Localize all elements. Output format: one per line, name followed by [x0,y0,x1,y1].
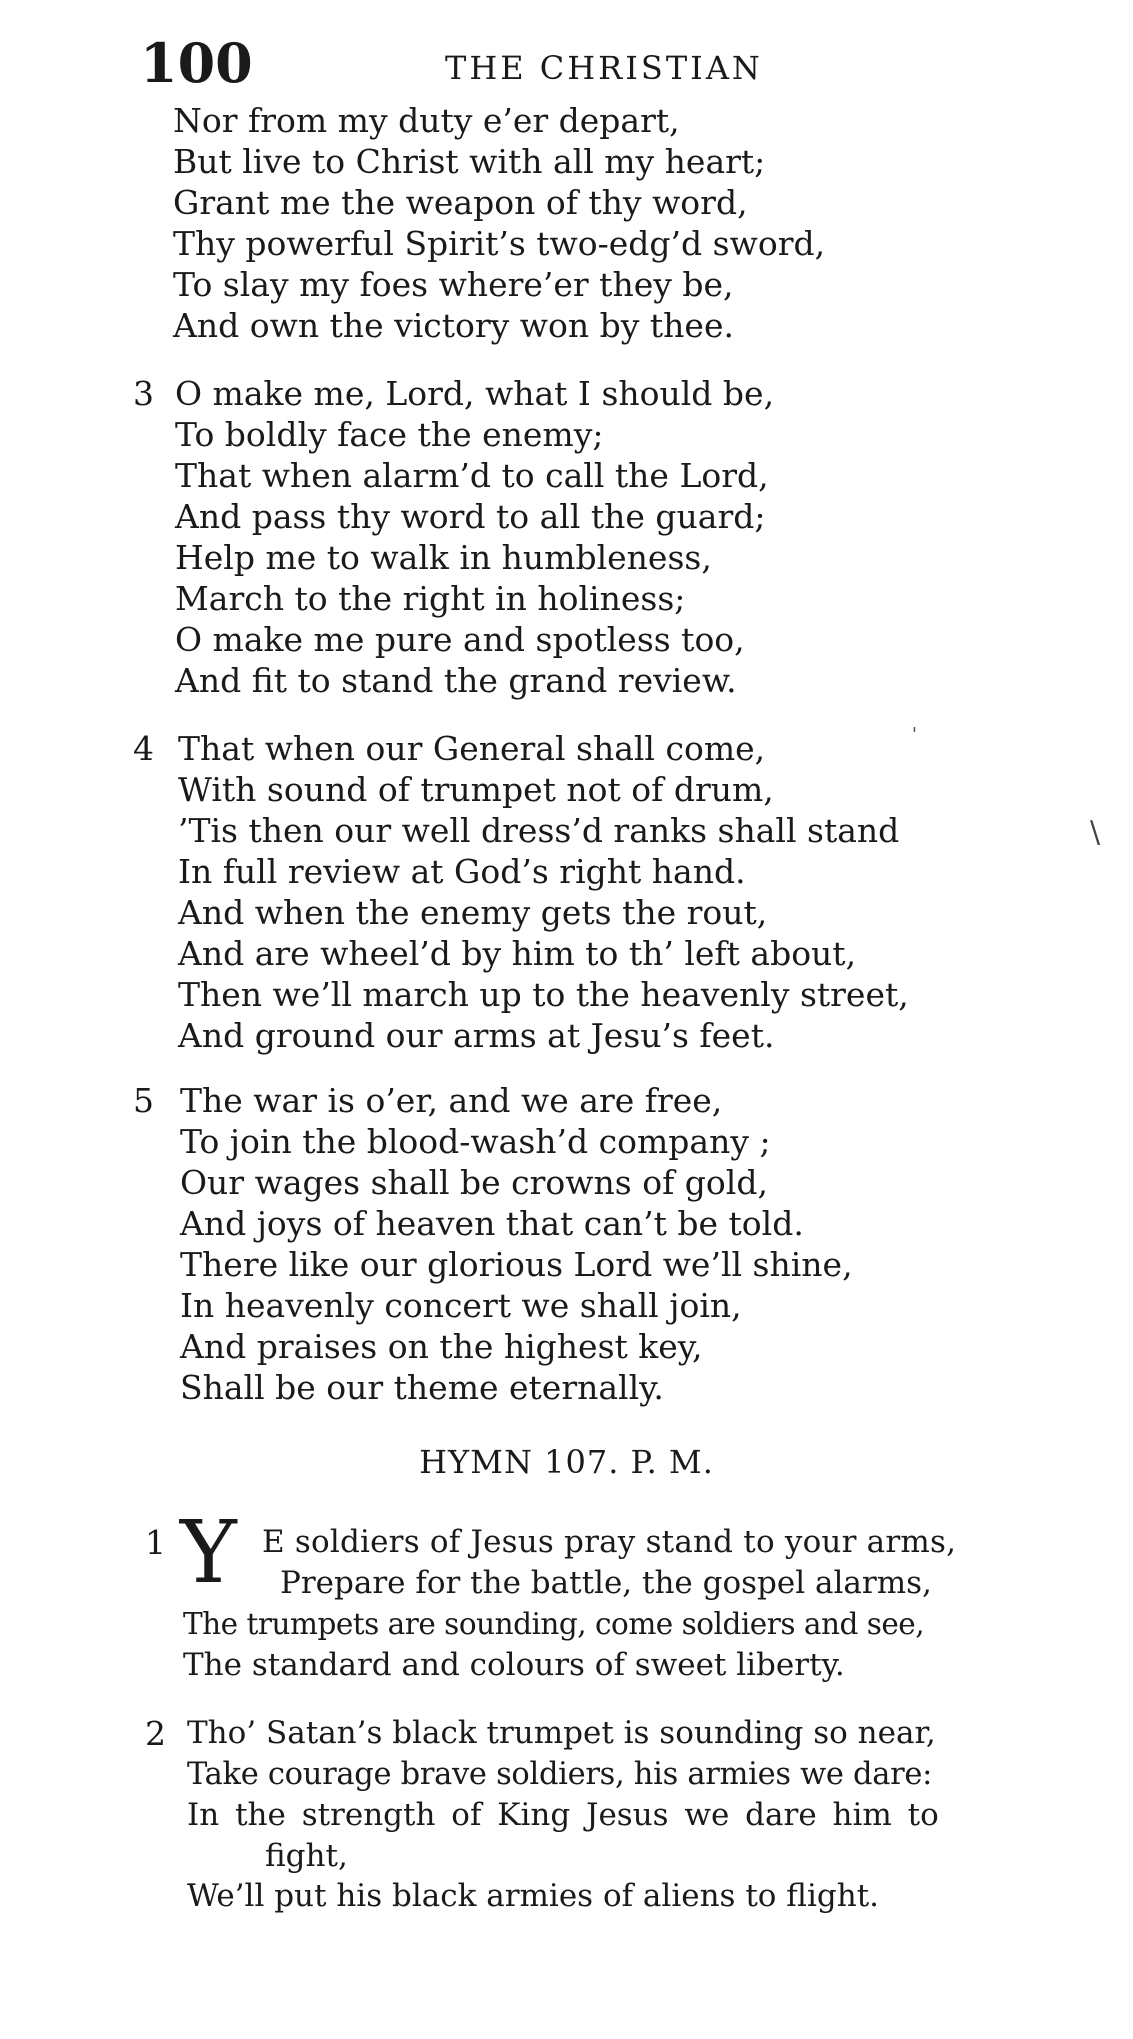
verse-line: O make me pure and spotless too, [175,620,745,659]
verse-line: And praises on the highest key, [180,1327,703,1366]
verse-line: And joys of heaven that can’t be told. [180,1204,804,1243]
verse-line: We’ll put his black armies of aliens to flight. [187,1878,880,1914]
running-head: THE CHRISTIAN [445,49,763,87]
stanza-number: 5 [133,1081,154,1120]
verse-line: That when alarm’d to call the Lord, [175,456,769,495]
verse-line: The standard and colours of sweet liberty. [183,1647,845,1683]
verse-line: Thy powerful Spirit’s two-edg’d sword, [173,224,826,263]
verse-line: fight, [265,1838,348,1874]
stanza-number: 1 [145,1523,166,1562]
verse-line: Tho’ Satan’s black trumpet is sounding so near, [187,1715,936,1751]
verse-line: And own the victory won by thee. [173,306,734,345]
hymn-title: HYMN 107. P. M. [419,1443,714,1481]
verse-line: That when our General shall come, [178,729,766,768]
verse-line: In full review at God’s right hand. [178,852,746,891]
verse-line: To join the blood-wash’d company ; [180,1122,771,1161]
verse-line: Help me to walk in humbleness, [175,538,712,577]
verse-line: And ground our arms at Jesu’s feet. [178,1016,775,1055]
verse-line: And pass thy word to all the guard; [175,497,766,536]
stanza-number: 3 [133,374,154,413]
verse-line: In heavenly concert we shall join, [180,1286,742,1325]
drop-cap: Y [180,1503,237,1603]
stray-mark: ' [912,724,917,745]
verse-line: Shall be our theme eternally. [180,1368,664,1407]
verse-line: O make me, Lord, what I should be, [175,374,775,413]
stanza-number: 4 [133,729,154,768]
verse-line: But live to Christ with all my heart; [173,142,766,181]
verse-line: And are wheel’d by him to th’ left about, [178,934,857,973]
page-header [140,28,1040,98]
verse-line: ’Tis then our well dress’d ranks shall stand [178,811,900,850]
verse-line: Then we’ll march up to the heavenly street, [178,975,909,1014]
verse-line: There like our glorious Lord we’ll shine, [180,1245,853,1284]
verse-line: With sound of trumpet not of drum, [178,770,774,809]
stray-mark: \ [1090,815,1101,850]
verse-line: And when the enemy gets the rout, [178,893,768,932]
verse-line: The trumpets are sounding, come soldiers and see, [183,1607,925,1641]
verse-line: Our wages shall be crowns of gold, [180,1163,768,1202]
verse-line: Grant me the weapon of thy word, [173,183,748,222]
verse-line: Nor from my duty e’er depart, [173,101,680,140]
verse-line: To boldly face the enemy; [175,415,604,454]
verse-line: In the strength of King Jesus we dare him to [187,1797,939,1833]
verse-line: To slay my foes where’er they be, [173,265,734,304]
verse-line: E soldiers of Jesus pray stand to your arms, [262,1524,957,1560]
verse-line: March to the right in holiness; [175,579,686,618]
verse-line: And fit to stand the grand review. [175,661,737,700]
verse-line: The war is o’er, and we are free, [180,1081,723,1120]
stanza-number: 2 [145,1714,166,1753]
verse-line: Take courage brave soldiers, his armies we dare: [187,1757,933,1792]
page-number: 100 [140,31,253,95]
verse-line: Prepare for the battle, the gospel alarms, [280,1565,932,1601]
